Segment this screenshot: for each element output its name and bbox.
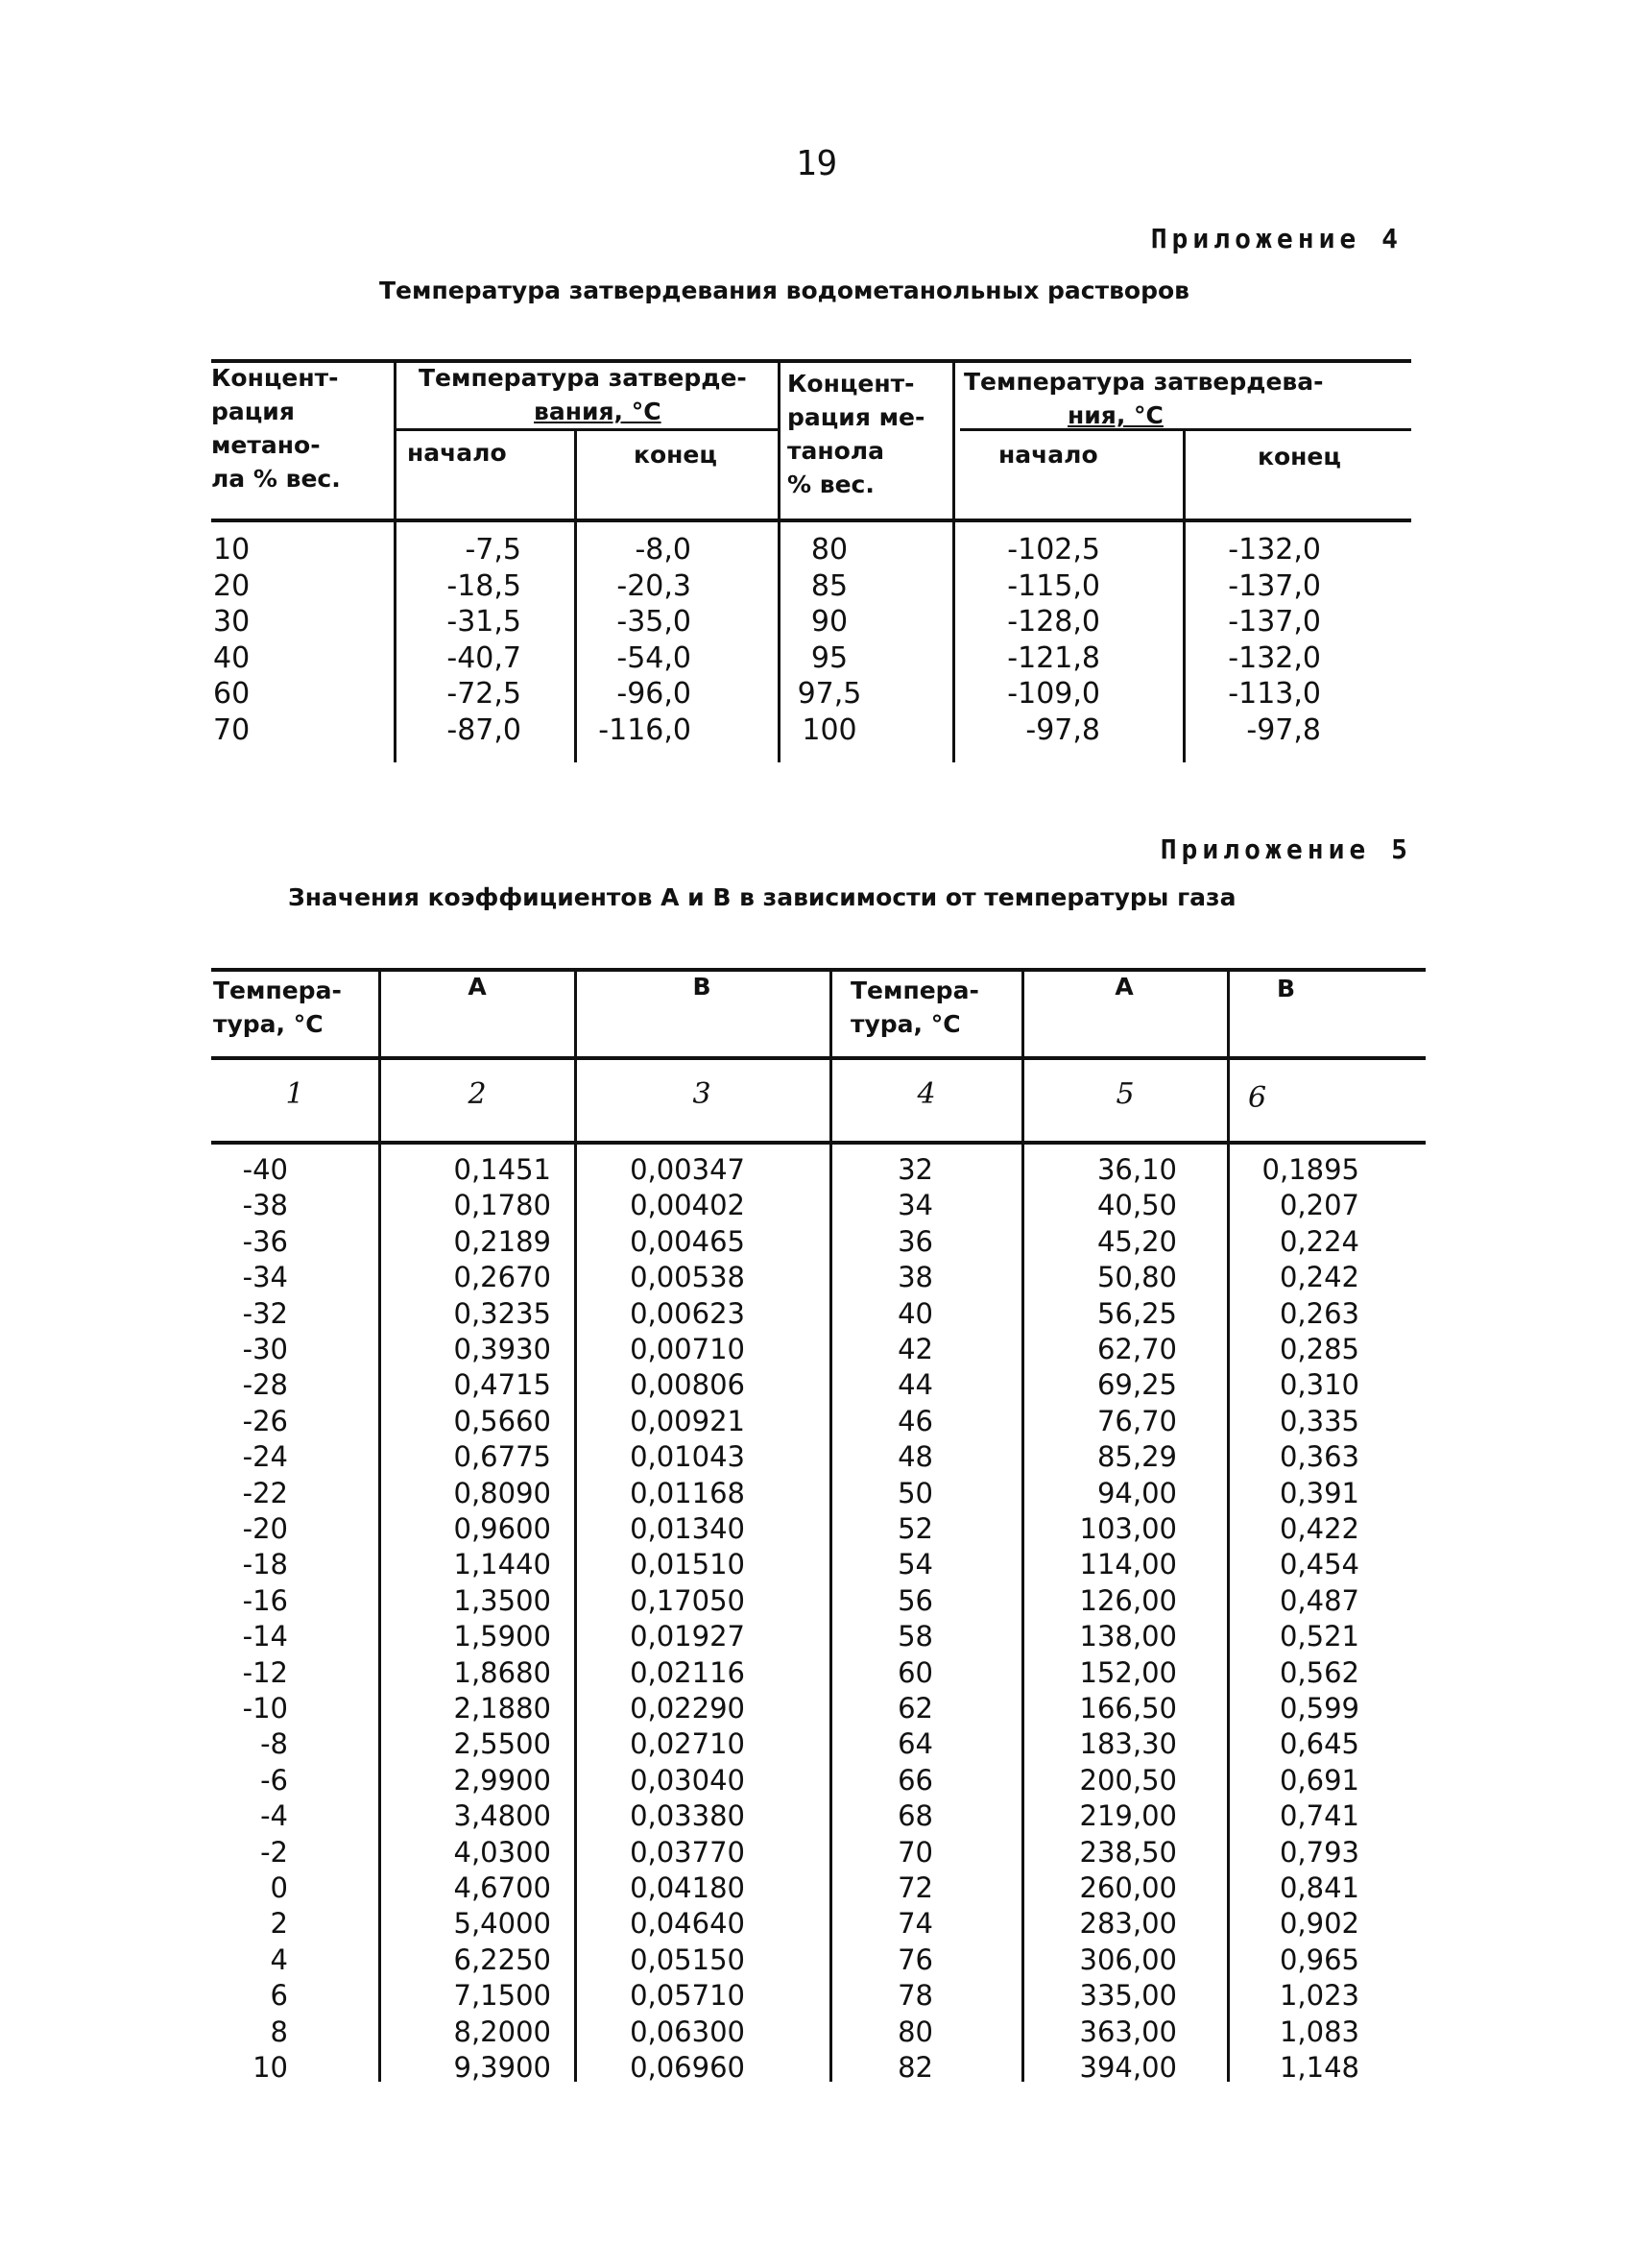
column-number: 3: [692, 1077, 711, 1111]
table-cell: 0,00465: [630, 1224, 745, 1258]
header-line: Темпера-: [213, 977, 342, 1004]
table-cell: 0,8090: [453, 1476, 551, 1509]
table-cell: 0,02710: [630, 1727, 745, 1761]
column-number: 1: [285, 1077, 304, 1111]
table-cell: 0,06960: [630, 2051, 745, 2084]
table-rule: [829, 968, 832, 2082]
table-cell: 76,70: [1096, 1404, 1177, 1437]
table-cell: 66: [898, 1763, 933, 1797]
table-cell: 0,422: [1279, 1512, 1359, 1545]
table-cell: 0,391: [1279, 1476, 1359, 1509]
table-cell: 42: [898, 1333, 933, 1365]
table-cell: -4: [260, 1799, 288, 1833]
header-line: тура, °С: [213, 1010, 324, 1038]
table-cell: 0,01168: [630, 1476, 745, 1509]
column-header-start-2: начало: [998, 441, 1098, 469]
appendix-5-label: Приложение 5: [1160, 833, 1412, 865]
table-cell: 82: [898, 2051, 933, 2084]
table-cell: 1,148: [1279, 2051, 1359, 2084]
table-cell: 32: [898, 1153, 933, 1186]
table-cell: 70: [213, 713, 251, 747]
table-cell: 40,50: [1096, 1189, 1177, 1222]
column-header-concentration: [211, 361, 341, 495]
table-cell: 0,3235: [453, 1296, 551, 1330]
table-cell: -24: [242, 1440, 288, 1474]
table-cell: 0,4715: [453, 1368, 551, 1402]
table-cell: 36,10: [1096, 1153, 1177, 1186]
table-rule: [574, 430, 577, 762]
table-cell: 100: [802, 713, 857, 747]
table-cell: 103,00: [1079, 1512, 1177, 1545]
table-cell: 36: [898, 1224, 933, 1258]
table-cell: 0,599: [1279, 1692, 1359, 1725]
table-cell: -32: [242, 1296, 288, 1330]
table-cell: 0,03770: [630, 1835, 745, 1869]
table-cell: 0,00921: [630, 1404, 745, 1437]
table-cell: 0,01510: [630, 1548, 745, 1581]
table-cell: -132,0: [1228, 533, 1321, 567]
header-line: рация: [211, 398, 295, 425]
table-cell: 90: [810, 605, 849, 639]
table-cell: -26: [242, 1404, 288, 1437]
header-line: Концент-: [211, 364, 339, 392]
header-line: ния, °С: [1068, 401, 1164, 429]
table-cell: -8: [260, 1727, 288, 1761]
table-cell: 0,04640: [630, 1907, 745, 1941]
table-cell: 44: [898, 1368, 933, 1402]
table-cell: 0,03040: [630, 1763, 745, 1797]
table-cell: 3,4800: [453, 1799, 551, 1833]
table-cell: 335,00: [1079, 1979, 1177, 2013]
table-cell: 30: [213, 605, 251, 639]
appendix-4-label: Приложение 4: [1150, 223, 1403, 254]
table-cell: -115,0: [1007, 568, 1100, 603]
table-cell: -7,5: [465, 533, 521, 567]
table-cell: 2,5500: [453, 1727, 551, 1761]
table-cell: 0,9600: [453, 1512, 551, 1545]
table-cell: 40: [898, 1296, 933, 1330]
table-cell: 0,741: [1279, 1799, 1359, 1833]
table-cell: 64: [898, 1727, 933, 1761]
column-header-a-2: А: [1115, 973, 1134, 1001]
table-cell: 0,5660: [453, 1404, 551, 1437]
table-cell: 54: [898, 1548, 933, 1581]
table-cell: 6: [270, 1979, 288, 2013]
table-cell: 0,285: [1279, 1333, 1359, 1365]
column-group-header-temperature: [419, 361, 747, 428]
table-cell: 8: [270, 2015, 288, 2048]
table-cell: 46: [898, 1404, 933, 1437]
table-cell: -36: [242, 1224, 288, 1258]
table-cell: 183,30: [1079, 1727, 1177, 1761]
table-cell: 0,902: [1279, 1907, 1359, 1941]
table-cell: -128,0: [1007, 605, 1100, 639]
table-cell: -12: [242, 1655, 288, 1689]
table-cell: 0,06300: [630, 2015, 745, 2048]
table-cell: -14: [242, 1620, 288, 1653]
table-cell: 62,70: [1096, 1333, 1177, 1365]
header-line: Температура затверде-: [419, 364, 747, 392]
column-number: 2: [468, 1077, 487, 1111]
table-cell: 0,00538: [630, 1261, 745, 1294]
header-line: вания, °С: [534, 398, 661, 425]
table-cell: 80: [898, 2015, 933, 2048]
table-cell: -22: [242, 1476, 288, 1509]
header-line: тура, °С: [851, 1010, 961, 1038]
table-cell: 78: [898, 1979, 933, 2013]
table-cell: 0,3930: [453, 1333, 551, 1365]
table-cell: 0,335: [1279, 1404, 1359, 1437]
table-cell: -109,0: [1007, 677, 1100, 712]
table-rule: [1227, 968, 1230, 2082]
table-cell: 62: [898, 1692, 933, 1725]
table-cell: -8,0: [635, 533, 691, 567]
table-cell: 2,1880: [453, 1692, 551, 1725]
table-cell: -87,0: [446, 713, 521, 747]
table-cell: 5,4000: [453, 1907, 551, 1941]
table-cell: 56: [898, 1583, 933, 1617]
table-cell: 4,0300: [453, 1835, 551, 1869]
table-cell: 7,1500: [453, 1979, 551, 2013]
table-cell: 60: [898, 1655, 933, 1689]
table-cell: 45,20: [1096, 1224, 1177, 1258]
table-cell: 0,00623: [630, 1296, 745, 1330]
table-cell: 0,207: [1279, 1189, 1359, 1222]
table-cell: -28: [242, 1368, 288, 1402]
table-cell: 70: [898, 1835, 933, 1869]
table-cell: 0,562: [1279, 1655, 1359, 1689]
table-cell: 0,363: [1279, 1440, 1359, 1474]
table-rule: [1021, 968, 1024, 2082]
table-cell: 0,02116: [630, 1655, 745, 1689]
table-cell: 20: [213, 568, 251, 603]
table-cell: 0,00806: [630, 1368, 745, 1402]
column-header-temperature: [213, 974, 342, 1041]
column-header-concentration-2: [787, 367, 925, 501]
table-cell: 1,5900: [453, 1620, 551, 1653]
table-cell: 38: [898, 1261, 933, 1294]
column-number: 4: [917, 1077, 936, 1111]
table-cell: 0,454: [1279, 1548, 1359, 1581]
table-cell: 0,965: [1279, 1942, 1359, 1976]
table-cell: 34: [898, 1189, 933, 1222]
table-rule: [211, 519, 1411, 522]
table-cell: 0,841: [1279, 1871, 1359, 1904]
table-rule: [394, 428, 778, 431]
table-cell: 0,05710: [630, 1979, 745, 2013]
table-cell: 126,00: [1079, 1583, 1177, 1617]
table-cell: 72: [898, 1871, 933, 1904]
table-cell: 0,03380: [630, 1799, 745, 1833]
table-cell: 152,00: [1079, 1655, 1177, 1689]
table-cell: 0,2189: [453, 1224, 551, 1258]
table-cell: 1,1440: [453, 1548, 551, 1581]
table-cell: -113,0: [1228, 677, 1321, 712]
appendix-5-title: Значения коэффициентов А и В в зависимости от температуры газа: [288, 883, 1237, 911]
header-line: рация ме-: [787, 403, 925, 431]
table-cell: -96,0: [616, 677, 691, 712]
table-cell: 0,691: [1279, 1763, 1359, 1797]
table-cell: 138,00: [1079, 1620, 1177, 1653]
table-rule: [1183, 430, 1186, 762]
table-cell: 114,00: [1079, 1548, 1177, 1581]
table-cell: 50,80: [1096, 1261, 1177, 1294]
table-cell: 0,1780: [453, 1189, 551, 1222]
column-header-b: В: [692, 973, 711, 1001]
table-cell: 238,50: [1079, 1835, 1177, 1869]
table-rule: [574, 968, 577, 2082]
table-cell: 9,3900: [453, 2051, 551, 2084]
header-line: танола: [787, 437, 884, 465]
table-cell: 85: [810, 568, 849, 603]
header-line: % вес.: [787, 470, 875, 498]
table-cell: 80: [810, 533, 849, 567]
table-cell: 0,02290: [630, 1692, 745, 1725]
table-cell: 0,263: [1279, 1296, 1359, 1330]
table-cell: 2,9900: [453, 1763, 551, 1797]
table-cell: 1,3500: [453, 1583, 551, 1617]
table-cell: 68: [898, 1799, 933, 1833]
table-cell: -121,8: [1007, 640, 1100, 675]
table-rule: [378, 968, 381, 2082]
table-cell: 394,00: [1079, 2051, 1177, 2084]
table-cell: 306,00: [1079, 1942, 1177, 1976]
column-header-end: конец: [634, 441, 717, 469]
header-line: метано-: [211, 431, 321, 459]
table-rule: [778, 359, 780, 762]
column-header-b-2: В: [1277, 975, 1296, 1002]
table-cell: 0,2670: [453, 1261, 551, 1294]
table-cell: 1,083: [1279, 2015, 1359, 2048]
table-cell: 50: [898, 1476, 933, 1509]
table-cell: 0,01043: [630, 1440, 745, 1474]
column-header-end-2: конец: [1258, 443, 1341, 470]
table-cell: -40: [242, 1153, 288, 1186]
table-cell: 0,00402: [630, 1189, 745, 1222]
table-cell: 0,00710: [630, 1333, 745, 1365]
table-cell: 6,2250: [453, 1942, 551, 1976]
table-cell: 0,00347: [630, 1153, 745, 1186]
table-cell: 0,645: [1279, 1727, 1359, 1761]
column-header-start: начало: [407, 439, 507, 467]
table-cell: 60: [213, 677, 251, 712]
table-cell: 363,00: [1079, 2015, 1177, 2048]
table-cell: 0,17050: [630, 1583, 745, 1617]
table-cell: -97,8: [1246, 713, 1321, 747]
table-cell: 0,04180: [630, 1871, 745, 1904]
table-cell: -116,0: [598, 713, 691, 747]
table-cell: 97,5: [797, 677, 862, 712]
table-cell: 0,01927: [630, 1620, 745, 1653]
header-line: Температура затвердева-: [964, 368, 1324, 396]
table-rule: [211, 1141, 1426, 1145]
table-rule: [211, 359, 1411, 363]
table-cell: 260,00: [1079, 1871, 1177, 1904]
table-cell: -102,5: [1007, 533, 1100, 567]
table-cell: 58: [898, 1620, 933, 1653]
table-cell: 1,8680: [453, 1655, 551, 1689]
table-cell: 4: [270, 1942, 288, 1976]
table-cell: -2: [260, 1835, 288, 1869]
header-line: Концент-: [787, 370, 915, 398]
table-cell: 10: [213, 533, 251, 567]
table-cell: 200,50: [1079, 1763, 1177, 1797]
table-cell: 2: [270, 1907, 288, 1941]
table-cell: -6: [260, 1763, 288, 1797]
table-cell: 0,224: [1279, 1224, 1359, 1258]
table-cell: 283,00: [1079, 1907, 1177, 1941]
table-cell: 0,793: [1279, 1835, 1359, 1869]
header-line: ла % вес.: [211, 465, 341, 493]
table-cell: 219,00: [1079, 1799, 1177, 1833]
table-cell: -20: [242, 1512, 288, 1545]
table-cell: -72,5: [446, 677, 521, 712]
appendix-4-title: Температура затвердевания водометанольных растворов: [379, 277, 1189, 304]
table-cell: -20,3: [616, 568, 691, 603]
table-cell: -137,0: [1228, 568, 1321, 603]
table-cell: 95: [810, 640, 849, 675]
table-cell: 94,00: [1096, 1476, 1177, 1509]
table-cell: -132,0: [1228, 640, 1321, 675]
table-rule: [211, 1056, 1426, 1060]
column-header-temperature-2: [851, 974, 979, 1041]
column-number: 6: [1248, 1081, 1267, 1115]
table-cell: 0,6775: [453, 1440, 551, 1474]
table-cell: 85,29: [1096, 1440, 1177, 1474]
table-cell: -18,5: [446, 568, 521, 603]
table-cell: 48: [898, 1440, 933, 1474]
table-cell: -40,7: [446, 640, 521, 675]
table-cell: 10: [252, 2051, 288, 2084]
table-cell: -10: [242, 1692, 288, 1725]
column-number: 5: [1116, 1077, 1135, 1111]
page-number: 19: [795, 144, 838, 183]
table-rule: [952, 359, 955, 762]
table-cell: 56,25: [1096, 1296, 1177, 1330]
table-cell: -16: [242, 1583, 288, 1617]
table-cell: -18: [242, 1548, 288, 1581]
table-cell: 0,1451: [453, 1153, 551, 1186]
table-cell: 8,2000: [453, 2015, 551, 2048]
table-cell: 76: [898, 1942, 933, 1976]
header-line: Темпера-: [851, 977, 979, 1004]
table-cell: 0,01340: [630, 1512, 745, 1545]
table-cell: 40: [213, 640, 251, 675]
table-cell: -30: [242, 1333, 288, 1365]
table-cell: 0,05150: [630, 1942, 745, 1976]
table-cell: -34: [242, 1261, 288, 1294]
table-cell: 0,521: [1279, 1620, 1359, 1653]
table-cell: 0: [270, 1871, 288, 1904]
table-cell: -54,0: [616, 640, 691, 675]
table-cell: -97,8: [1025, 713, 1100, 747]
table-cell: 1,023: [1279, 1979, 1359, 2013]
table-cell: -137,0: [1228, 605, 1321, 639]
table-cell: 166,50: [1079, 1692, 1177, 1725]
table-cell: 69,25: [1096, 1368, 1177, 1402]
table-cell: 0,242: [1279, 1261, 1359, 1294]
table-cell: -31,5: [446, 605, 521, 639]
table-cell: 74: [898, 1907, 933, 1941]
column-group-header-temperature-2: [964, 365, 1323, 432]
table-cell: -35,0: [616, 605, 691, 639]
table-cell: -38: [242, 1189, 288, 1222]
table-cell: 0,1895: [1261, 1153, 1359, 1186]
table-cell: 0,310: [1279, 1368, 1359, 1402]
table-cell: 0,487: [1279, 1583, 1359, 1617]
table-cell: 52: [898, 1512, 933, 1545]
table-cell: 4,6700: [453, 1871, 551, 1904]
column-header-a: А: [468, 973, 487, 1001]
